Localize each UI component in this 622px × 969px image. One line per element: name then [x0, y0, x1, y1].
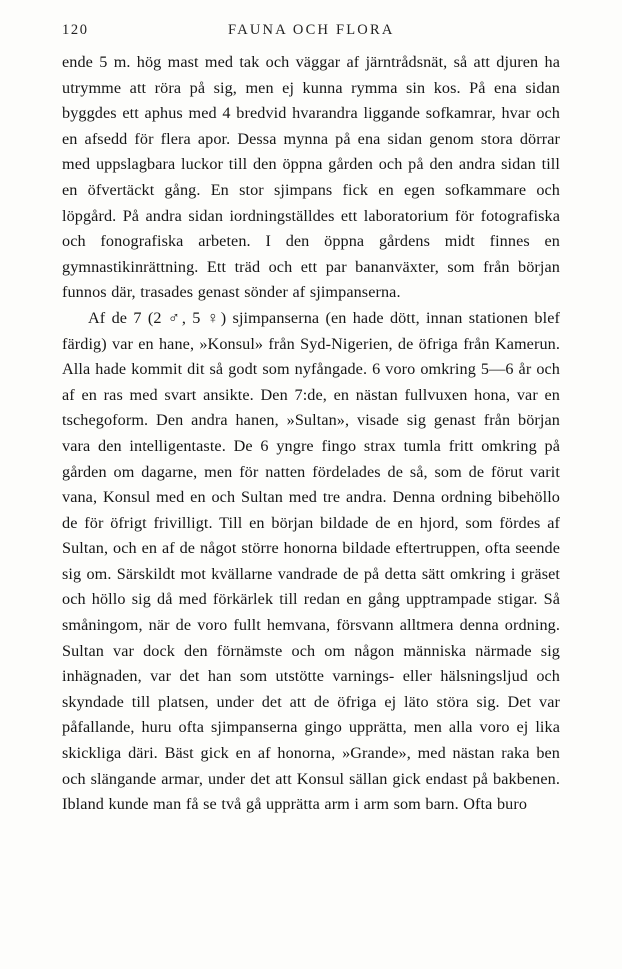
page-number: 120 [62, 22, 89, 38]
page-body [62, 50, 560, 818]
paragraph-1: ende 5 m. hög mast med tak och väggar af järntrådsnät, så att djuren ha utrymme att röra på sig, men ej kunna rymma sin kos. På ena sidan byggdes ett aphus med 4 bredvid hvarandra liggande sofkamrar, hvar och en afsedd för flera apor. Dessa mynna på ena sidan genom stora dörrar med uppslagbara luckor till den öppna gården och på den andra sidan till en öfvertäckt gång. En stor sjimpans fick en egen sofkammare och löpgård. På andra sidan iordningställdes ett laboratorium för fotografiska och fonografiska arbeten. I den öppna gårdens midt finnes en gymnastikinrättning. Ett träd och ett par bananväxter, som från början funnos där, trasades genast sönder af sjimpanserna. [62, 53, 560, 302]
page-header [62, 22, 560, 42]
paragraph-2: Af de 7 (2 ♂, 5 ♀) sjimpanserna (en hade dött, innan stationen blef färdig) var en hane, »Konsul» från Syd-Nigerien, de öfriga från Kamerun. Alla hade kommit dit så godt som nyfångade. 6 voro omkring 5—6 år och af en ras med svart ansikte. Den 7:de, en nästan fullvuxen hona, var en tschegoform. Den andra hanen, »Sultan», visade sig genast från början vara den intelligentaste. De 6 yngre fingo strax tumla fritt omkring på gården om dagarne, men för natten fördelades de så, som de förut varit vana, Konsul med en och Sultan med tre andra. Denna ordning bibehöllo de för öfrigt frivilligt. Till en början bildade de en hjord, som fördes af Sultan, och en af de något större honorna bildade eftertruppen, ofta seende sig om. Särskildt mot kvällarne vandrade de på detta sätt omkring i gräset och höllo sig då med förkärlek till redan en gång upptrampade stigar. Så småningom, när de voro fullt hemvana, försvann alltmera denna ordning. Sultan var dock den förnämste och om någon människa närmade sig inhägnaden, var det han som utstötte varnings- eller hälsningsljud och skyndade till platsen, under det att de öfriga ej läto störa sig. Det var påfallande, huru ofta sjimpanserna gingo upprätta, men alla voro ej lika skickliga däri. Bäst gick en af honorna, »Grande», med nästan raka ben och slängande armar, under det att Konsul sällan gick endast på bakbenen. Ibland kunde man få se två gå upprätta arm i arm som barn. Ofta buro [62, 308, 560, 814]
running-head: FAUNA OCH FLORA [228, 22, 395, 38]
